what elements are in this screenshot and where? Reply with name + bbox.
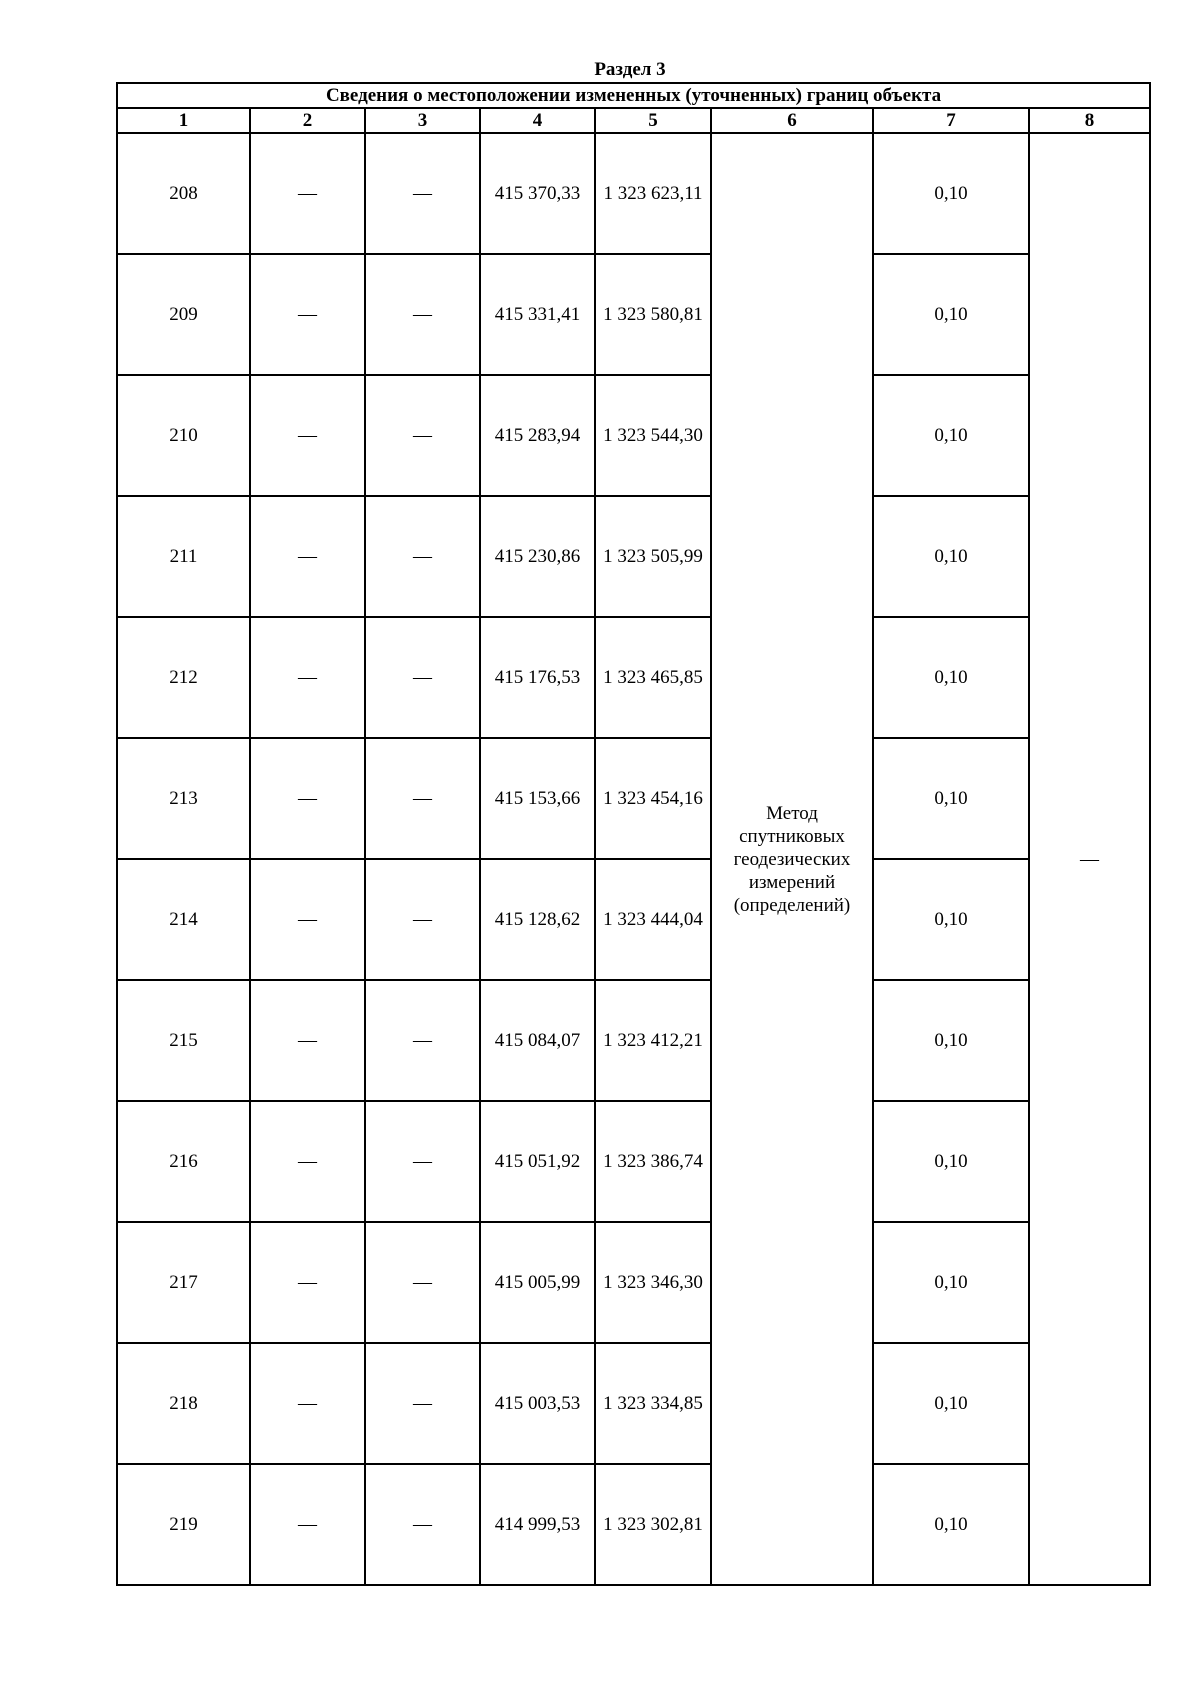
point-number-cell: 213 bbox=[117, 738, 250, 859]
column-header-5: 5 bbox=[595, 108, 711, 133]
col2-dash-cell: — bbox=[250, 133, 365, 254]
y-coordinate-cell: 1 323 465,85 bbox=[595, 617, 711, 738]
x-coordinate-cell: 415 283,94 bbox=[480, 375, 595, 496]
y-coordinate-cell: 1 323 623,11 bbox=[595, 133, 711, 254]
col3-dash-cell: — bbox=[365, 375, 480, 496]
method-line: (определений) bbox=[733, 894, 851, 916]
table-row bbox=[117, 738, 1150, 859]
table-row bbox=[117, 980, 1150, 1101]
column-header-2: 2 bbox=[250, 108, 365, 133]
point-number-cell: 210 bbox=[117, 375, 250, 496]
col2-dash-cell: — bbox=[250, 254, 365, 375]
accuracy-cell: 0,10 bbox=[873, 133, 1029, 254]
y-coordinate-cell: 1 323 412,21 bbox=[595, 980, 711, 1101]
col2-dash-cell: — bbox=[250, 1222, 365, 1343]
col3-dash-cell: — bbox=[365, 1101, 480, 1222]
column-header-3: 3 bbox=[365, 108, 480, 133]
table-caption: Сведения о местоположении измененных (уточненных) границ объекта bbox=[117, 83, 1150, 108]
col3-dash-cell: — bbox=[365, 133, 480, 254]
x-coordinate-cell: 415 005,99 bbox=[480, 1222, 595, 1343]
col2-dash-cell: — bbox=[250, 1101, 365, 1222]
col2-dash-cell: — bbox=[250, 738, 365, 859]
point-number-cell: 211 bbox=[117, 496, 250, 617]
x-coordinate-cell: 415 331,41 bbox=[480, 254, 595, 375]
y-coordinate-cell: 1 323 544,30 bbox=[595, 375, 711, 496]
y-coordinate-cell: 1 323 580,81 bbox=[595, 254, 711, 375]
y-coordinate-cell: 1 323 444,04 bbox=[595, 859, 711, 980]
col2-dash-cell: — bbox=[250, 375, 365, 496]
col3-dash-cell: — bbox=[365, 496, 480, 617]
accuracy-cell: 0,10 bbox=[873, 1222, 1029, 1343]
x-coordinate-cell: 415 128,62 bbox=[480, 859, 595, 980]
accuracy-cell: 0,10 bbox=[873, 738, 1029, 859]
x-coordinate-cell: 414 999,53 bbox=[480, 1464, 595, 1585]
table-caption-row bbox=[117, 83, 1150, 108]
col3-dash-cell: — bbox=[365, 1343, 480, 1464]
column-header-7: 7 bbox=[873, 108, 1029, 133]
point-number-cell: 215 bbox=[117, 980, 250, 1101]
y-coordinate-cell: 1 323 346,30 bbox=[595, 1222, 711, 1343]
column-header-6: 6 bbox=[711, 108, 873, 133]
accuracy-cell: 0,10 bbox=[873, 1343, 1029, 1464]
method-line: Метод bbox=[766, 802, 818, 824]
table-row bbox=[117, 1343, 1150, 1464]
table-row bbox=[117, 1464, 1150, 1585]
method-cell bbox=[711, 133, 873, 1585]
y-coordinate-cell: 1 323 386,74 bbox=[595, 1101, 711, 1222]
point-number-cell: 212 bbox=[117, 617, 250, 738]
col3-dash-cell: — bbox=[365, 1464, 480, 1585]
point-number-cell: 219 bbox=[117, 1464, 250, 1585]
accuracy-cell: 0,10 bbox=[873, 1101, 1029, 1222]
table-row bbox=[117, 1101, 1150, 1222]
y-coordinate-cell: 1 323 454,16 bbox=[595, 738, 711, 859]
x-coordinate-cell: 415 084,07 bbox=[480, 980, 595, 1101]
method-line: геодезических bbox=[733, 848, 851, 870]
col3-dash-cell: — bbox=[365, 1222, 480, 1343]
y-coordinate-cell: 1 323 302,81 bbox=[595, 1464, 711, 1585]
col2-dash-cell: — bbox=[250, 980, 365, 1101]
table-row bbox=[117, 496, 1150, 617]
accuracy-cell: 0,10 bbox=[873, 375, 1029, 496]
accuracy-cell: 0,10 bbox=[873, 1464, 1029, 1585]
accuracy-cell: 0,10 bbox=[873, 980, 1029, 1101]
col8-merged-cell: — bbox=[1029, 133, 1150, 1585]
col2-dash-cell: — bbox=[250, 1464, 365, 1585]
x-coordinate-cell: 415 370,33 bbox=[480, 133, 595, 254]
col2-dash-cell: — bbox=[250, 859, 365, 980]
accuracy-cell: 0,10 bbox=[873, 859, 1029, 980]
table-row bbox=[117, 254, 1150, 375]
y-coordinate-cell: 1 323 334,85 bbox=[595, 1343, 711, 1464]
col3-dash-cell: — bbox=[365, 859, 480, 980]
column-header-4: 4 bbox=[480, 108, 595, 133]
x-coordinate-cell: 415 176,53 bbox=[480, 617, 595, 738]
column-header-8: 8 bbox=[1029, 108, 1150, 133]
table-row bbox=[117, 133, 1150, 254]
point-number-cell: 209 bbox=[117, 254, 250, 375]
table-row bbox=[117, 859, 1150, 980]
accuracy-cell: 0,10 bbox=[873, 617, 1029, 738]
col3-dash-cell: — bbox=[365, 738, 480, 859]
column-number-row bbox=[117, 108, 1150, 133]
method-line: измерений bbox=[748, 871, 836, 893]
table-row bbox=[117, 375, 1150, 496]
point-number-cell: 214 bbox=[117, 859, 250, 980]
accuracy-cell: 0,10 bbox=[873, 254, 1029, 375]
section-title: Раздел 3 bbox=[594, 59, 666, 80]
point-number-cell: 216 bbox=[117, 1101, 250, 1222]
table-row bbox=[117, 1222, 1150, 1343]
col3-dash-cell: — bbox=[365, 254, 480, 375]
coordinates-table bbox=[116, 82, 1151, 1586]
accuracy-cell: 0,10 bbox=[873, 496, 1029, 617]
col2-dash-cell: — bbox=[250, 496, 365, 617]
col2-dash-cell: — bbox=[250, 1343, 365, 1464]
x-coordinate-cell: 415 003,53 bbox=[480, 1343, 595, 1464]
point-number-cell: 208 bbox=[117, 133, 250, 254]
table-row bbox=[117, 617, 1150, 738]
y-coordinate-cell: 1 323 505,99 bbox=[595, 496, 711, 617]
x-coordinate-cell: 415 153,66 bbox=[480, 738, 595, 859]
point-number-cell: 218 bbox=[117, 1343, 250, 1464]
method-line: спутниковых bbox=[739, 825, 845, 847]
x-coordinate-cell: 415 230,86 bbox=[480, 496, 595, 617]
x-coordinate-cell: 415 051,92 bbox=[480, 1101, 595, 1222]
col2-dash-cell: — bbox=[250, 617, 365, 738]
point-number-cell: 217 bbox=[117, 1222, 250, 1343]
col3-dash-cell: — bbox=[365, 617, 480, 738]
col3-dash-cell: — bbox=[365, 980, 480, 1101]
column-header-1: 1 bbox=[117, 108, 250, 133]
